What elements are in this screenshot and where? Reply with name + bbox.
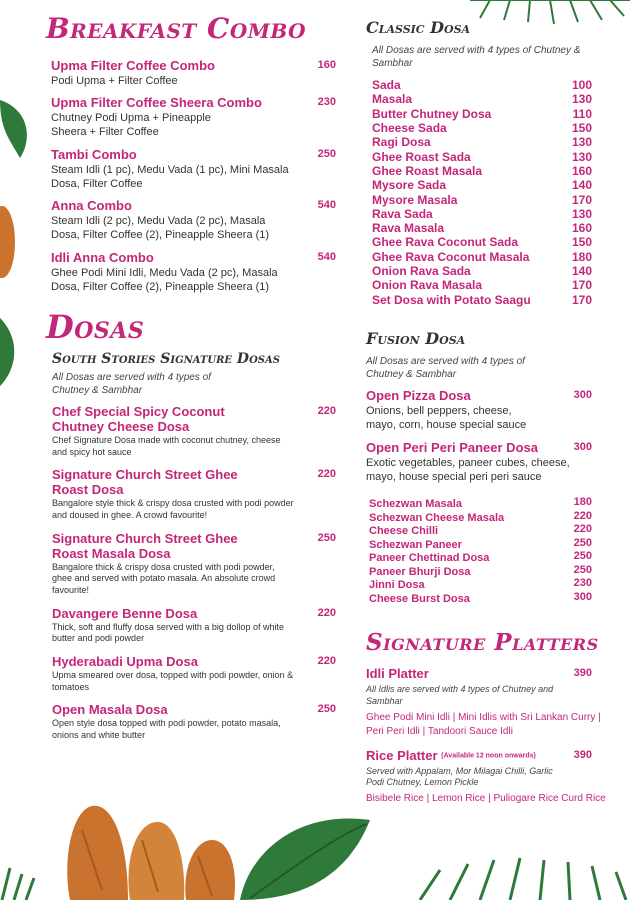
menu-item: Idli Anna Combo 540 Ghee Podi Mini Idli, Medu Vada (2 pc), Masala Dosa, Filter Coffee (2), Pineapple Sheera (1)	[51, 249, 336, 293]
fusion-dosa-list	[366, 496, 592, 604]
list-item: Schezwan Paneer 250	[369, 536, 592, 551]
classic-note: All Dosas are served with 4 types of Chutney & Sambhar	[372, 45, 581, 69]
list-item: Ghee Roast Masala 160	[372, 163, 592, 178]
list-item: Rava Sada 130	[372, 206, 592, 221]
menu-item: Upma Filter Coffee Sheera Combo 230 Chutney Podi Upma + Pineapple Sheera + Filter Coffee	[51, 95, 336, 139]
decorative-leaf-bottom-center	[230, 810, 380, 900]
classic-dosa-list	[366, 78, 592, 307]
decorative-dosa-bottom	[62, 800, 252, 900]
menu-item: Hyderabadi Upma Dosa 220 Upma smeared over dosa, topped with podi powder, onion & tomatoes	[52, 653, 336, 692]
left-column	[46, 14, 336, 750]
menu-item: Open Pizza Dosa 300 Onions, bell peppers, cheese, mayo, corn, house special sauce	[366, 388, 592, 432]
list-item: Mysore Sada 140	[372, 178, 592, 193]
list-item: Masala 130	[372, 92, 592, 107]
menu-item: Open Peri Peri Paneer Dosa 300 Exotic vegetables, paneer cubes, cheese, mayo, house special peri peri sauce	[366, 439, 592, 483]
right-column	[366, 18, 606, 814]
dosas-note: All Dosas are served with 4 types of Chutney & Sambhar	[52, 372, 211, 396]
menu-item: Anna Combo 540 Steam Idli (2 pc), Medu Vada (2 pc), Masala Dosa, Filter Coffee (2), Pineapple Sheera (1)	[51, 198, 336, 242]
menu-item: Chef Special Spicy Coconut Chutney Cheese Dosa 220 Chef Signature Dosa made with coconut chutney, cheese and spicy hot sauce	[52, 404, 336, 457]
decorative-leaf-bottom-left	[0, 858, 40, 900]
list-item: Ragi Dosa 130	[372, 135, 592, 150]
breakfast-combo-title: Breakfast Combo	[46, 12, 307, 45]
fusion-note: All Dosas are served with 4 types of Chutney & Sambhar	[366, 356, 525, 380]
list-item: Cheese Chilli 220	[369, 523, 592, 538]
list-item: Paneer Bhurji Dosa 250	[369, 563, 592, 578]
decorative-dosa-left	[0, 205, 16, 280]
list-item: Mysore Masala 170	[372, 192, 592, 207]
list-item: Schezwan Cheese Masala 220	[369, 509, 592, 524]
decorative-leaf-left	[0, 100, 32, 160]
list-item: Butter Chutney Dosa 110	[372, 106, 592, 121]
breakfast-list	[46, 59, 336, 294]
rice-platter: Rice Platter (Available 12 noon onwards) 390 Served with Appalam, Mor Milagai Chilli, Garlic Podi Chutney, Lemon Pickle Bisibele Rice | Lemon Rice | Puliogare Rice Curd Rice	[366, 747, 606, 805]
availability-tag: (Available 12 noon onwards)	[441, 752, 536, 760]
decorative-leaf-left-2	[0, 318, 18, 388]
decorative-leaf-bottom-right	[410, 850, 632, 900]
list-item: Onion Rava Sada 140	[372, 264, 592, 279]
list-item: Ghee Rava Coconut Masala 180	[372, 249, 592, 264]
fusion-dosa-title: Fusion Dosa	[366, 328, 466, 348]
list-item: Ghee Roast Sada 130	[372, 149, 592, 164]
signature-dosas-subtitle: South Stories Signature Dosas	[52, 351, 280, 368]
list-item: Onion Rava Masala 170	[372, 278, 592, 293]
list-item: Set Dosa with Potato Saagu 170	[372, 292, 592, 307]
idli-platter: Idli Platter 390 All Idlis are served with 4 types of Chutney and Sambhar Ghee Podi Mini Idli | Mini Idlis with Sri Lankan Curry | Peri Peri Idli | Tandoori Sauce Idli	[366, 666, 601, 737]
signature-dosa-list	[46, 405, 336, 741]
list-item: Ghee Rava Coconut Sada 150	[372, 235, 592, 250]
menu-item: Signature Church Street Ghee Roast Dosa 220 Bangalore style thick & crispy dosa crusted with podi powder and doused in ghee. A crowd favourite!	[52, 467, 336, 520]
menu-item: Davangere Benne Dosa 220 Thick, soft and fluffy dosa served with a big dollop of white butter and podi powder	[52, 605, 336, 644]
classic-dosa-title: Classic Dosa	[366, 18, 471, 37]
signature-platters-title: Signature Platters	[366, 629, 599, 657]
list-item: Cheese Sada 150	[372, 121, 592, 136]
list-item: Paneer Chettinad Dosa 250	[369, 550, 592, 565]
menu-item: Open Masala Dosa 250 Open style dosa topped with podi powder, potato masala, onions and white butter	[52, 702, 336, 740]
menu-item: Upma Filter Coffee Combo 160 Podi Upma + Filter Coffee	[51, 57, 336, 87]
list-item: Jinni Dosa 230	[369, 577, 592, 592]
menu-item: Signature Church Street Ghee Roast Masala Dosa 250 Bangalore thick & crispy dosa crusted with podi powder, ghee and served with potato masala. An absolute crowd favourite!	[52, 530, 336, 595]
list-item: Rava Masala 160	[372, 221, 592, 236]
list-item: Sada 100	[372, 78, 592, 93]
dosas-title: Dosas	[46, 308, 145, 347]
list-item: Cheese Burst Dosa 300	[369, 590, 592, 605]
list-item: Schezwan Masala 180	[369, 496, 592, 511]
menu-item: Tambi Combo 250 Steam Idli (1 pc), Medu Vada (1 pc), Mini Masala Dosa, Filter Coffee	[51, 146, 336, 190]
